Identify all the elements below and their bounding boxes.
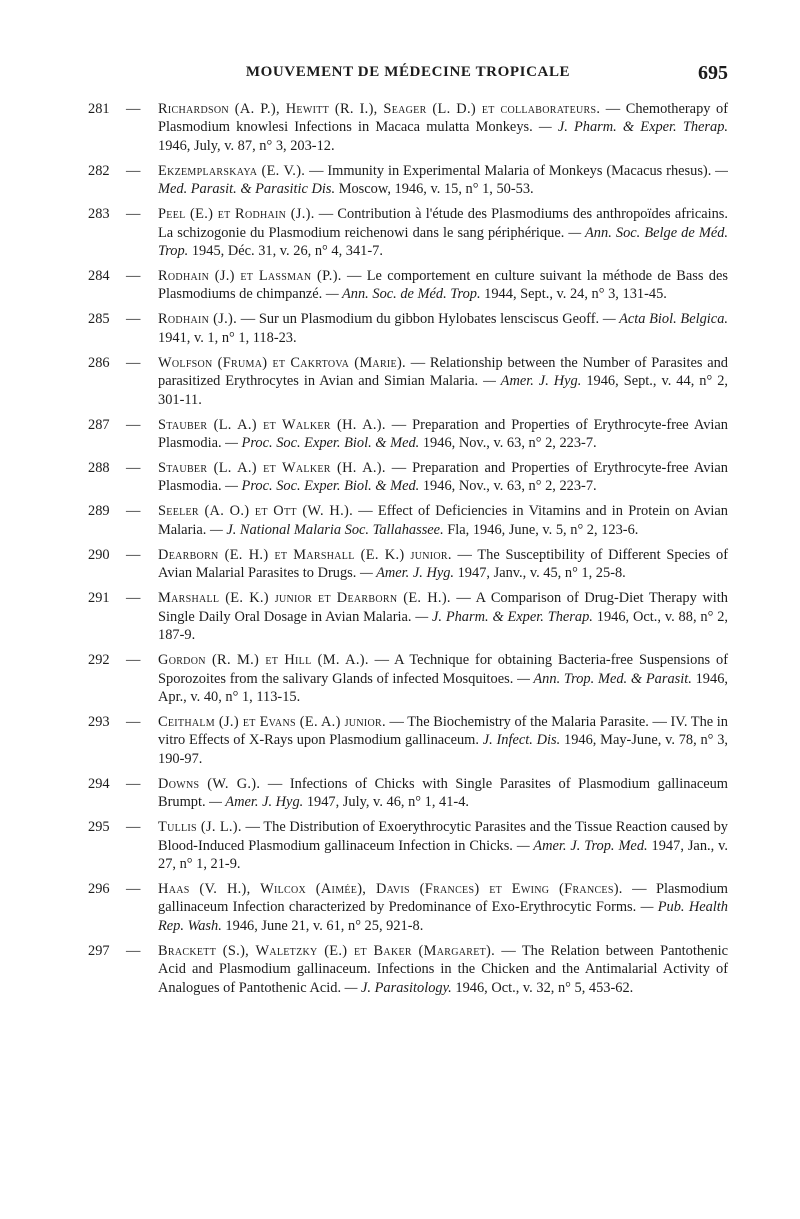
reference-details: 1946, Nov., v. 63, n° 2, 223-7. (419, 478, 597, 495)
reference-number: 288 (88, 460, 110, 477)
reference-title: — Relationship between the Number of Parasites and parasitized Erythrocytes in Avian and Simian Malaria. (158, 354, 728, 390)
reference-dash: — (126, 713, 141, 730)
reference-details: 1946, Sept., v. 44, n° 2, 301-11. (158, 373, 729, 408)
reference-journal: — Acta Biol. Belgica. (599, 311, 728, 328)
reference-entry (88, 546, 728, 583)
reference-journal: — J. Parasitology. (341, 979, 452, 996)
reference-number: 283 (88, 206, 110, 223)
reference-title: — Chemotherapy of Plasmodium knowlesi Infections in Macaca mulatta Monkeys. (158, 101, 728, 136)
reference-authors: Ekzemplarskaya (E. V.). (158, 162, 306, 179)
reference-entry (88, 205, 728, 260)
reference-title: — Effect of Deficiencies in Vitamins and in Protein on Avian Malaria. (158, 503, 728, 538)
reference-journal: — Ann. Soc. de Méd. Trop. (322, 286, 481, 303)
reference-journal: — Amer. J. Trop. Med. (512, 837, 648, 854)
reference-dash: — (126, 652, 141, 669)
reference-entry (88, 354, 728, 409)
reference-details: 1947, Jan., v. 27, n° 1, 21-9. (158, 837, 728, 872)
reference-details: 1946, Oct., v. 32, n° 5, 453-62. (451, 979, 634, 996)
reference-number: 284 (88, 268, 110, 285)
reference-authors: Downs (W. G.). (158, 775, 261, 792)
reference-number: 290 (88, 546, 110, 563)
reference-entry (88, 775, 728, 812)
reference-dash: — (126, 354, 141, 371)
reference-journal: — Amer. J. Hyg. (478, 373, 582, 390)
reference-number: 291 (88, 590, 110, 607)
reference-details: Moscow, 1946, v. 15, n° 1, 50-53. (335, 181, 534, 198)
reference-authors: Haas (V. H.), Wilcox (Aimée), Davis (Frances) et Ewing (Frances). (158, 880, 623, 897)
reference-authors: Richardson (A. P.), Hewitt (R. I.), Seager (L. D.) et collaborateurs. (158, 101, 601, 117)
reference-dash: — (126, 819, 141, 836)
reference-details: 1941, v. 1, n° 1, 118-23. (158, 329, 297, 346)
reference-entry (88, 713, 728, 768)
reference-number: 289 (88, 503, 110, 520)
reference-number: 281 (88, 101, 110, 117)
reference-details: 1946, June 21, v. 61, n° 25, 921-8. (221, 917, 424, 934)
reference-dash: — (126, 503, 141, 520)
reference-entry (88, 942, 728, 997)
reference-title: — Preparation and Properties of Erythrocyte-free Avian Plasmodia. (158, 460, 728, 495)
reference-authors: Seeler (A. O.) et Ott (W. H.). (158, 503, 354, 520)
reference-title: — Contribution à l'étude des Plasmodiums des anthropoïdes africains. La schizogonie du Plasmodium reichenowi dans le sang périphérique. (158, 206, 728, 241)
reference-dash: — (126, 101, 141, 117)
reference-title: — The Susceptibility of Different Species of Avian Malarial Parasites to Drugs. (158, 546, 729, 582)
reference-authors: Dearborn (E. H.) et Marshall (E. K.) junior. (158, 546, 452, 563)
reference-number: 295 (88, 819, 110, 836)
reference-details: 1946, Apr., v. 40, n° 1, 113-15. (158, 670, 728, 705)
reference-title: — Infections of Chicks with Single Parasites of Plasmodium gallinaceum Brumpt. (158, 775, 728, 811)
reference-entry (88, 502, 728, 539)
reference-title: — Immunity in Experimental Malaria of Monkeys (Macacus rhesus). (305, 162, 712, 179)
reference-journal: — Pub. Health Rep. Wash. (158, 899, 728, 934)
reference-title: — The Relation between Pantothenic Acid and Plasmodium gallinaceum. Infections in the Chicken and the Antimalarial Activity of Analogues of Pantothenic Acid. (158, 942, 729, 996)
reference-dash: — (126, 460, 141, 477)
reference-details: 1946, May-June, v. 78, n° 3, 190-97. (158, 732, 728, 767)
reference-entry (88, 310, 728, 347)
reference-authors: Marshall (E. K.) junior et Dearborn (E. H.). (158, 590, 451, 607)
reference-journal: — Ann. Trop. Med. & Parasit. (513, 670, 692, 687)
reference-title: — Preparation and Properties of Erythrocyte-free Avian Plasmodia. (158, 416, 728, 452)
reference-journal: — J. Pharm. & Exper. Therap. (411, 608, 593, 625)
reference-details: 1944, Sept., v. 24, n° 3, 131-45. (480, 286, 667, 303)
reference-entry (88, 589, 728, 644)
reference-dash: — (126, 590, 141, 607)
reference-number: 282 (88, 162, 110, 179)
reference-title: — Sur un Plasmodium du gibbon Hylobates lensciscus Geoff. (237, 311, 600, 328)
reference-journal: — Med. Parasit. & Parasitic Dis. (158, 162, 728, 198)
reference-authors: Rodhain (J.) et Lassman (P.). (158, 268, 342, 285)
reference-authors: Stauber (L. A.) et Walker (H. A.). (158, 416, 386, 433)
reference-journal: — Ann. Soc. Belge de Méd. Trop. (158, 224, 728, 260)
reference-title: — The Biochemistry of the Malaria Parasite. — IV. The in vitro Effects of X-Rays upon Plasmodium gallinaceum. (158, 713, 728, 749)
reference-dash: — (126, 880, 141, 897)
reference-entry (88, 880, 728, 935)
reference-dash: — (126, 311, 141, 328)
reference-authors: Brackett (S.), Waletzky (E.) et Baker (Margaret). (158, 942, 496, 959)
reference-dash: — (126, 268, 141, 285)
reference-authors: Rodhain (J.). (158, 311, 238, 328)
reference-number: 287 (88, 416, 110, 433)
reference-dash: — (126, 546, 141, 563)
reference-journal: — Amer. J. Hyg. (356, 565, 455, 582)
reference-journal: — J. National Malaria Soc. Tallahassee. (206, 521, 444, 538)
reference-entry (88, 459, 728, 496)
reference-journal: — J. Pharm. & Exper. Therap. (532, 119, 729, 136)
reference-authors: Gordon (R. M.) et Hill (M. A.). (158, 652, 369, 669)
reference-authors: Ceithalm (J.) et Evans (E. A.) junior. (158, 713, 386, 730)
reference-details: Fla, 1946, June, v. 5, n° 2, 123-6. (443, 521, 639, 538)
reference-dash: — (126, 416, 141, 433)
reference-list (88, 100, 728, 1004)
reference-number: 297 (88, 942, 110, 959)
reference-entry (88, 100, 728, 155)
reference-title: — Plasmodium gallinaceum Infection characterized by Predominance of Exo-Erythrocytic Forms. (158, 880, 729, 916)
running-title: MOUVEMENT DE MÉDECINE TROPICALE (245, 64, 571, 80)
reference-dash: — (126, 775, 141, 792)
reference-authors: Wolfson (Fruma) et Cakrtova (Marie). (158, 354, 406, 371)
reference-entry (88, 651, 728, 706)
page-number: 695 (698, 62, 728, 84)
reference-journal: — Proc. Soc. Exper. Biol. & Med. (221, 478, 420, 495)
reference-title: — A Comparison of Drug-Diet Therapy with Single Daily Oral Dosage in Avian Malaria. (158, 590, 728, 625)
reference-title: — Le comportement en culture suivant la méthode de Bass des Plasmodiums de chimpanzé. (158, 268, 728, 303)
reference-entry (88, 267, 728, 304)
reference-title: — A Technique for obtaining Bacteria-free Suspensions of Sporozoites from the salivary Glands of infected Mosquitoes. (158, 652, 729, 687)
reference-details: 1946, Oct., v. 88, n° 2, 187-9. (158, 608, 728, 644)
running-header (88, 62, 728, 86)
reference-number: 286 (88, 354, 110, 371)
reference-number: 285 (88, 311, 110, 328)
reference-journal: — Amer. J. Hyg. (205, 794, 304, 811)
reference-number: 296 (88, 880, 110, 897)
reference-dash: — (126, 942, 141, 959)
reference-number: 292 (88, 652, 110, 669)
reference-number: 293 (88, 713, 110, 730)
reference-details: 1946, July, v. 87, n° 3, 203-12. (158, 137, 335, 154)
reference-authors: Stauber (L. A.) et Walker (H. A.). (158, 460, 386, 477)
reference-entry (88, 416, 728, 453)
reference-authors: Tullis (J. L.). (158, 819, 242, 836)
reference-details: 1947, Janv., v. 45, n° 1, 25-8. (454, 565, 626, 582)
reference-title: — The Distribution of Exoerythrocytic Parasites and the Tissue Reaction caused by Blood-Induced Plasmodium gallinaceum Infection in Chicks. (158, 819, 728, 854)
reference-entry (88, 818, 728, 873)
reference-number: 294 (88, 775, 110, 792)
reference-entry (88, 162, 728, 199)
reference-authors: Peel (E.) et Rodhain (J.). (158, 206, 315, 223)
reference-journal: — Proc. Soc. Exper. Biol. & Med. (221, 435, 420, 452)
reference-details: 1946, Nov., v. 63, n° 2, 223-7. (419, 435, 597, 452)
reference-dash: — (126, 206, 141, 223)
reference-journal: J. Infect. Dis. (478, 732, 561, 749)
reference-dash: — (126, 162, 141, 179)
reference-details: 1945, Déc. 31, v. 26, n° 4, 341-7. (188, 243, 383, 260)
reference-details: 1947, July, v. 46, n° 1, 41-4. (303, 794, 470, 811)
